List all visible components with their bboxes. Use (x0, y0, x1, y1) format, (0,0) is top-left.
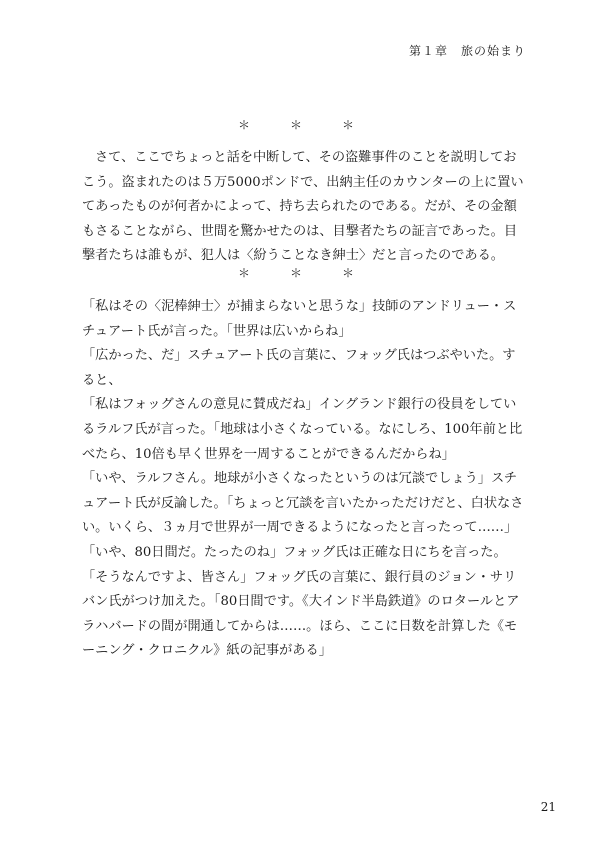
paragraph: 「広かった、だ」スチュアート氏の言葉に、フォッグ氏はつぶやいた。すると、 (82, 348, 516, 388)
paragraph: 「そうなんですよ、皆さん」フォッグ氏の言葉に、銀行員のジョン・サリバン氏がつけ加えた。「80日間です。《大インド半島鉄道》のロタールとアラハバードの間が開通してからは……。ほら、ここに日数を計算した《モーニング・クロニクル》紙の記事がある」 (82, 569, 520, 659)
section-separator: ＊ ＊ ＊ (237, 266, 368, 280)
paragraph: 「私はフォッグさんの意見に賛成だね」イングランド銀行の役員をしているラルフ氏が言った。「地球は小さくなっている。なにしろ、100年前と比べたら、10倍も早く世界を一周することができるんだからね」 (82, 397, 523, 462)
running-header: 第１章 旅の始まり (408, 44, 526, 58)
paragraph: 「いや、80日間だ。たったのね」フォッグ氏は正確な日にちを言った。 (82, 544, 507, 560)
body-text-section-2 (82, 295, 526, 664)
section-separator: ＊ ＊ ＊ (237, 118, 368, 132)
page-number: 21 (540, 800, 556, 814)
paragraph: 「いや、ラルフさん。地球が小さくなったというのは冗談でしょう」スチュアート氏が反論した。「ちょっと冗談を言いたかっただけだと、白状なさい。いくら、３ヵ月で世界が一周できるようになったと言ったって……」 (82, 471, 524, 536)
paragraph: さて、ここでちょっと話を中断して、その盗難事件のことを説明しておこう。盗まれたのは５万5000ポンドで、出納主任のカウンターの上に置いてあったものが何者かによって、持ち去られたのである。だが、その金額もさることながら、世間を驚かせたのは、目撃者たちの証言であった。目撃者たちは誰もが、犯人は〈紛うことなき紳士〉だと言ったのである。 (82, 150, 524, 264)
paragraph: 「私はその〈泥棒紳士〉が捕まらないと思うな」技師のアンドリュー・スチュアート氏が言った。「世界は広いからね」 (82, 299, 517, 339)
body-text-section-1 (82, 146, 526, 269)
